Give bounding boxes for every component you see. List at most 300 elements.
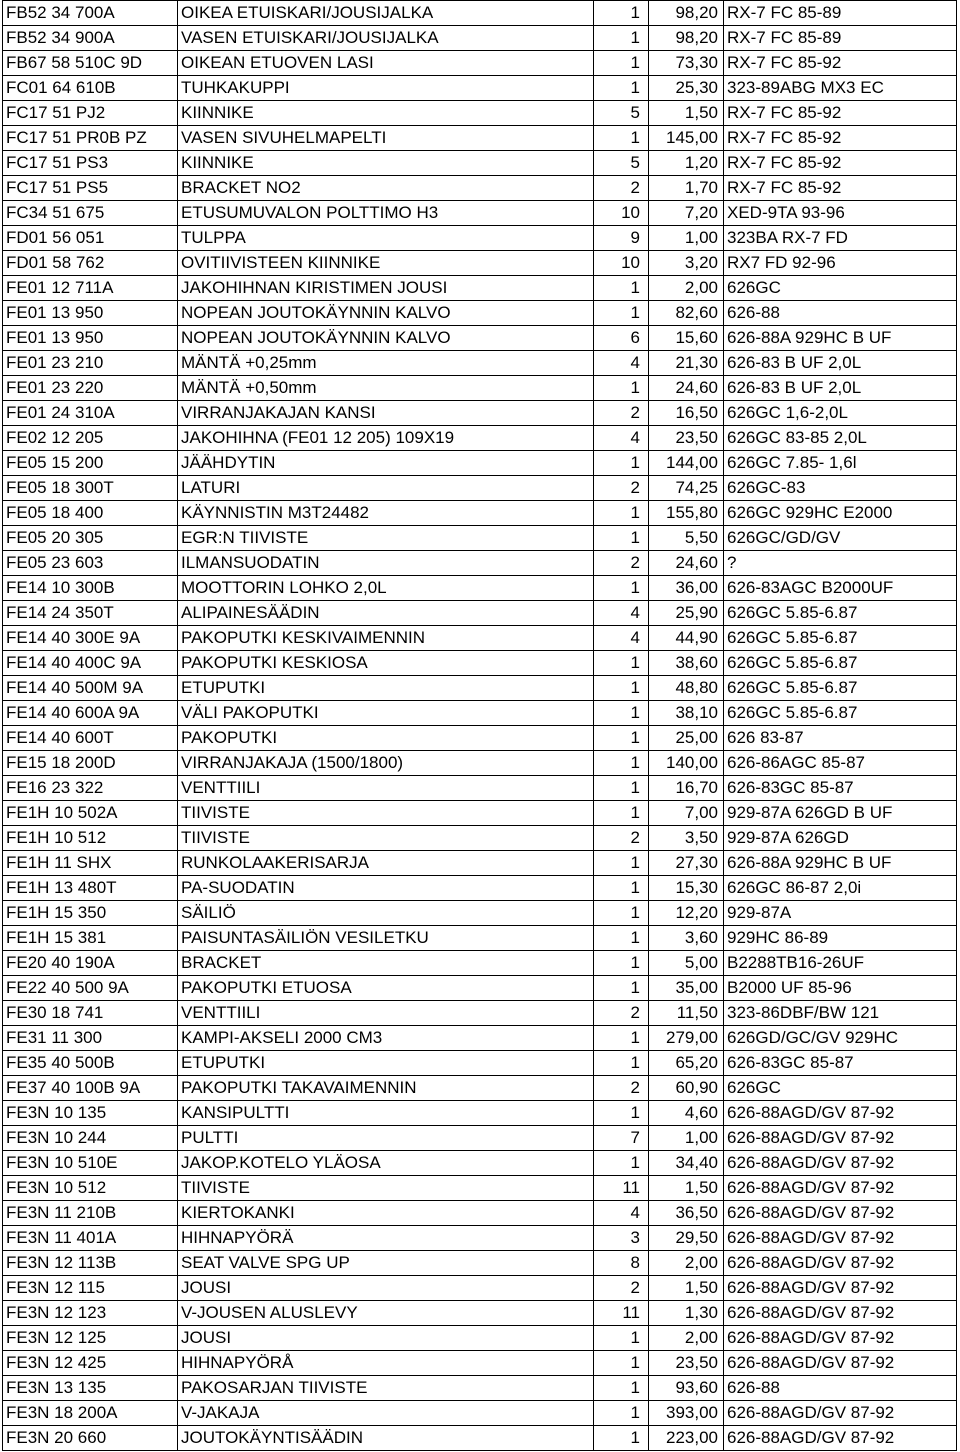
description-cell: OIKEA ETUISKARI/JOUSIJALKA <box>178 1 594 26</box>
part-number-cell: FE30 18 741 <box>3 1001 178 1026</box>
quantity-cell: 6 <box>594 326 649 351</box>
model-cell: RX-7 FC 85-89 <box>724 1 957 26</box>
table-row <box>3 926 957 951</box>
table-row <box>3 701 957 726</box>
model-cell: 626-88 <box>724 301 957 326</box>
part-number-cell: FE3N 12 113B <box>3 1251 178 1276</box>
table-row <box>3 526 957 551</box>
part-number-cell: FE15 18 200D <box>3 751 178 776</box>
part-number-cell: FE14 40 500M 9A <box>3 676 178 701</box>
model-cell: 626-88A 929HC B UF <box>724 851 957 876</box>
table-row <box>3 1276 957 1301</box>
table-row <box>3 101 957 126</box>
quantity-cell: 1 <box>594 276 649 301</box>
part-number-cell: FE3N 11 401A <box>3 1226 178 1251</box>
price-cell: 2,00 <box>649 1326 724 1351</box>
price-cell: 98,20 <box>649 26 724 51</box>
quantity-cell: 1 <box>594 1401 649 1426</box>
table-row <box>3 676 957 701</box>
quantity-cell: 1 <box>594 851 649 876</box>
table-row <box>3 1101 957 1126</box>
part-number-cell: FE3N 13 135 <box>3 1376 178 1401</box>
quantity-cell: 7 <box>594 1126 649 1151</box>
part-number-cell: FE3N 10 510E <box>3 1151 178 1176</box>
model-cell: 626-88AGD/GV 87-92 <box>724 1351 957 1376</box>
model-cell: 929-87A 626GD B UF <box>724 801 957 826</box>
model-cell: 626-88AGD/GV 87-92 <box>724 1276 957 1301</box>
part-number-cell: FE01 23 210 <box>3 351 178 376</box>
model-cell: 626GC <box>724 276 957 301</box>
model-cell: 626-83 B UF 2,0L <box>724 351 957 376</box>
description-cell: JAKOP.KOTELO YLÄOSA <box>178 1151 594 1176</box>
quantity-cell: 2 <box>594 176 649 201</box>
description-cell: HIHNAPYÖRÅ <box>178 1351 594 1376</box>
part-number-cell: FE3N 12 425 <box>3 1351 178 1376</box>
part-number-cell: FE1H 11 SHX <box>3 851 178 876</box>
description-cell: JOUSI <box>178 1326 594 1351</box>
quantity-cell: 1 <box>594 901 649 926</box>
table-row <box>3 601 957 626</box>
price-cell: 393,00 <box>649 1401 724 1426</box>
description-cell: TIIVISTE <box>178 826 594 851</box>
description-cell: TIIVISTE <box>178 1176 594 1201</box>
price-cell: 223,00 <box>649 1426 724 1451</box>
model-cell: 626GC 7.85- 1,6l <box>724 451 957 476</box>
description-cell: PAKOPUTKI KESKIVAIMENNIN <box>178 626 594 651</box>
description-cell: JOUSI <box>178 1276 594 1301</box>
description-cell: KÄYNNISTIN M3T24482 <box>178 501 594 526</box>
quantity-cell: 1 <box>594 751 649 776</box>
table-row <box>3 1 957 26</box>
quantity-cell: 1 <box>594 676 649 701</box>
price-cell: 65,20 <box>649 1051 724 1076</box>
part-number-cell: FE01 12 711A <box>3 276 178 301</box>
quantity-cell: 1 <box>594 1 649 26</box>
description-cell: ETUPUTKI <box>178 1051 594 1076</box>
model-cell: RX-7 FC 85-92 <box>724 151 957 176</box>
price-cell: 7,00 <box>649 801 724 826</box>
description-cell: TULPPA <box>178 226 594 251</box>
part-number-cell: FE1H 10 502A <box>3 801 178 826</box>
part-number-cell: FE14 40 600A 9A <box>3 701 178 726</box>
quantity-cell: 1 <box>594 1376 649 1401</box>
table-row <box>3 976 957 1001</box>
price-cell: 1,00 <box>649 226 724 251</box>
part-number-cell: FC17 51 PR0B PZ <box>3 126 178 151</box>
part-number-cell: FE3N 18 200A <box>3 1401 178 1426</box>
quantity-cell: 1 <box>594 26 649 51</box>
part-number-cell: FE3N 12 123 <box>3 1301 178 1326</box>
model-cell: 626GC 83-85 2,0L <box>724 426 957 451</box>
table-row <box>3 176 957 201</box>
table-row <box>3 126 957 151</box>
table-row <box>3 1176 957 1201</box>
part-number-cell: FE14 40 400C 9A <box>3 651 178 676</box>
part-number-cell: FE05 18 400 <box>3 501 178 526</box>
model-cell: 626GC 5.85-6.87 <box>724 626 957 651</box>
price-cell: 73,30 <box>649 51 724 76</box>
price-cell: 2,00 <box>649 1251 724 1276</box>
model-cell: 626-88AGD/GV 87-92 <box>724 1176 957 1201</box>
description-cell: VÄLI PAKOPUTKI <box>178 701 594 726</box>
price-cell: 35,00 <box>649 976 724 1001</box>
part-number-cell: FD01 56 051 <box>3 226 178 251</box>
model-cell: 626GC 5.85-6.87 <box>724 651 957 676</box>
table-row <box>3 576 957 601</box>
part-number-cell: FD01 58 762 <box>3 251 178 276</box>
price-cell: 144,00 <box>649 451 724 476</box>
part-number-cell: FE14 24 350T <box>3 601 178 626</box>
model-cell: B2000 UF 85-96 <box>724 976 957 1001</box>
quantity-cell: 1 <box>594 376 649 401</box>
model-cell: 323-89ABG MX3 EC <box>724 76 957 101</box>
price-cell: 3,20 <box>649 251 724 276</box>
model-cell: 626-83AGC B2000UF <box>724 576 957 601</box>
price-cell: 60,90 <box>649 1076 724 1101</box>
model-cell: 626GC 5.85-6.87 <box>724 601 957 626</box>
table-row <box>3 1051 957 1076</box>
model-cell: 626-88AGD/GV 87-92 <box>724 1201 957 1226</box>
part-number-cell: FE01 23 220 <box>3 376 178 401</box>
description-cell: VIRRANJAKAJA (1500/1800) <box>178 751 594 776</box>
description-cell: PAKOSARJAN TIIVISTE <box>178 1376 594 1401</box>
table-row <box>3 451 957 476</box>
description-cell: VENTTIILI <box>178 1001 594 1026</box>
description-cell: KIINNIKE <box>178 151 594 176</box>
table-row <box>3 276 957 301</box>
part-number-cell: FE37 40 100B 9A <box>3 1076 178 1101</box>
price-cell: 21,30 <box>649 351 724 376</box>
price-cell: 23,50 <box>649 426 724 451</box>
description-cell: KANSIPULTTI <box>178 1101 594 1126</box>
table-row <box>3 501 957 526</box>
table-row <box>3 1226 957 1251</box>
price-cell: 5,50 <box>649 526 724 551</box>
parts-table <box>2 0 957 1451</box>
part-number-cell: FE16 23 322 <box>3 776 178 801</box>
quantity-cell: 8 <box>594 1251 649 1276</box>
model-cell: 626-88AGD/GV 87-92 <box>724 1101 957 1126</box>
model-cell: RX7 FD 92-96 <box>724 251 957 276</box>
part-number-cell: FE05 20 305 <box>3 526 178 551</box>
price-cell: 3,50 <box>649 826 724 851</box>
description-cell: ETUPUTKI <box>178 676 594 701</box>
part-number-cell: FE3N 10 135 <box>3 1101 178 1126</box>
description-cell: OVITIIVISTEEN KIINNIKE <box>178 251 594 276</box>
quantity-cell: 2 <box>594 826 649 851</box>
description-cell: V-JOUSEN ALUSLEVY <box>178 1301 594 1326</box>
price-cell: 36,50 <box>649 1201 724 1226</box>
model-cell: 626GC 86-87 2,0i <box>724 876 957 901</box>
description-cell: PAKOPUTKI <box>178 726 594 751</box>
quantity-cell: 11 <box>594 1301 649 1326</box>
quantity-cell: 2 <box>594 1001 649 1026</box>
price-cell: 1,00 <box>649 1126 724 1151</box>
quantity-cell: 4 <box>594 426 649 451</box>
quantity-cell: 2 <box>594 476 649 501</box>
description-cell: OIKEAN ETUOVEN LASI <box>178 51 594 76</box>
quantity-cell: 4 <box>594 1201 649 1226</box>
description-cell: V-JAKAJA <box>178 1401 594 1426</box>
description-cell: SEAT VALVE SPG UP <box>178 1251 594 1276</box>
table-row <box>3 901 957 926</box>
part-number-cell: FE31 11 300 <box>3 1026 178 1051</box>
description-cell: TUHKAKUPPI <box>178 76 594 101</box>
quantity-cell: 1 <box>594 801 649 826</box>
model-cell: 626GC 929HC E2000 <box>724 501 957 526</box>
price-cell: 155,80 <box>649 501 724 526</box>
quantity-cell: 1 <box>594 126 649 151</box>
table-row <box>3 551 957 576</box>
model-cell: 929-87A <box>724 901 957 926</box>
model-cell: 626-86AGC 85-87 <box>724 751 957 776</box>
quantity-cell: 10 <box>594 251 649 276</box>
description-cell: VIRRANJAKAJAN KANSI <box>178 401 594 426</box>
model-cell: RX-7 FC 85-89 <box>724 26 957 51</box>
price-cell: 1,20 <box>649 151 724 176</box>
part-number-cell: FE05 23 603 <box>3 551 178 576</box>
model-cell: RX-7 FC 85-92 <box>724 51 957 76</box>
table-row <box>3 1026 957 1051</box>
price-cell: 25,30 <box>649 76 724 101</box>
model-cell: 626GC <box>724 1076 957 1101</box>
price-cell: 23,50 <box>649 1351 724 1376</box>
table-row <box>3 751 957 776</box>
quantity-cell: 2 <box>594 1276 649 1301</box>
part-number-cell: FB52 34 900A <box>3 26 178 51</box>
table-row <box>3 876 957 901</box>
price-cell: 93,60 <box>649 1376 724 1401</box>
price-cell: 15,30 <box>649 876 724 901</box>
model-cell: 626-88AGD/GV 87-92 <box>724 1301 957 1326</box>
quantity-cell: 1 <box>594 926 649 951</box>
table-row <box>3 151 957 176</box>
price-cell: 27,30 <box>649 851 724 876</box>
model-cell: 626GC 1,6-2,0L <box>724 401 957 426</box>
quantity-cell: 4 <box>594 626 649 651</box>
description-cell: KIINNIKE <box>178 101 594 126</box>
part-number-cell: FE14 10 300B <box>3 576 178 601</box>
part-number-cell: FE20 40 190A <box>3 951 178 976</box>
price-cell: 25,00 <box>649 726 724 751</box>
model-cell: 626GD/GC/GV 929HC <box>724 1026 957 1051</box>
table-row <box>3 401 957 426</box>
part-number-cell: FE01 13 950 <box>3 326 178 351</box>
price-cell: 16,70 <box>649 776 724 801</box>
quantity-cell: 11 <box>594 1176 649 1201</box>
description-cell: ALIPAINESÄÄDIN <box>178 601 594 626</box>
part-number-cell: FE1H 10 512 <box>3 826 178 851</box>
quantity-cell: 1 <box>594 1051 649 1076</box>
model-cell: 626-88AGD/GV 87-92 <box>724 1151 957 1176</box>
model-cell: 626-88AGD/GV 87-92 <box>724 1226 957 1251</box>
description-cell: PAKOPUTKI KESKIOSA <box>178 651 594 676</box>
table-row <box>3 201 957 226</box>
quantity-cell: 1 <box>594 501 649 526</box>
price-cell: 16,50 <box>649 401 724 426</box>
quantity-cell: 1 <box>594 1426 649 1451</box>
part-number-cell: FE3N 12 125 <box>3 1326 178 1351</box>
quantity-cell: 1 <box>594 1326 649 1351</box>
quantity-cell: 1 <box>594 976 649 1001</box>
quantity-cell: 1 <box>594 576 649 601</box>
price-cell: 36,00 <box>649 576 724 601</box>
table-row <box>3 1251 957 1276</box>
part-number-cell: FE3N 10 244 <box>3 1126 178 1151</box>
table-row <box>3 1376 957 1401</box>
table-row <box>3 426 957 451</box>
description-cell: ETUSUMUVALON POLTTIMO H3 <box>178 201 594 226</box>
table-row <box>3 226 957 251</box>
part-number-cell: FE3N 12 115 <box>3 1276 178 1301</box>
price-cell: 11,50 <box>649 1001 724 1026</box>
model-cell: 626GC/GD/GV <box>724 526 957 551</box>
part-number-cell: FE01 24 310A <box>3 401 178 426</box>
table-row <box>3 651 957 676</box>
quantity-cell: 2 <box>594 551 649 576</box>
model-cell: 626-88AGD/GV 87-92 <box>724 1426 957 1451</box>
model-cell: 626-88AGD/GV 87-92 <box>724 1126 957 1151</box>
part-number-cell: FC01 64 610B <box>3 76 178 101</box>
table-row <box>3 1151 957 1176</box>
description-cell: PAKOPUTKI ETUOSA <box>178 976 594 1001</box>
quantity-cell: 2 <box>594 1076 649 1101</box>
price-cell: 74,25 <box>649 476 724 501</box>
part-number-cell: FE3N 10 512 <box>3 1176 178 1201</box>
part-number-cell: FE05 15 200 <box>3 451 178 476</box>
quantity-cell: 1 <box>594 526 649 551</box>
table-row <box>3 1326 957 1351</box>
part-number-cell: FE05 18 300T <box>3 476 178 501</box>
price-cell: 24,60 <box>649 376 724 401</box>
price-cell: 25,90 <box>649 601 724 626</box>
model-cell: RX-7 FC 85-92 <box>724 176 957 201</box>
description-cell: KAMPI-AKSELI 2000 CM3 <box>178 1026 594 1051</box>
quantity-cell: 2 <box>594 401 649 426</box>
description-cell: PULTTI <box>178 1126 594 1151</box>
price-cell: 3,60 <box>649 926 724 951</box>
table-row <box>3 476 957 501</box>
quantity-cell: 4 <box>594 601 649 626</box>
model-cell: 626-83GC 85-87 <box>724 1051 957 1076</box>
part-number-cell: FC17 51 PS3 <box>3 151 178 176</box>
price-cell: 34,40 <box>649 1151 724 1176</box>
description-cell: PA-SUODATIN <box>178 876 594 901</box>
model-cell: RX-7 FC 85-92 <box>724 101 957 126</box>
quantity-cell: 1 <box>594 951 649 976</box>
description-cell: JOUTOKÄYNTISÄÄDIN <box>178 1426 594 1451</box>
model-cell: 626-88 <box>724 1376 957 1401</box>
table-row <box>3 1001 957 1026</box>
price-cell: 5,00 <box>649 951 724 976</box>
quantity-cell: 1 <box>594 1026 649 1051</box>
description-cell: PAKOPUTKI TAKAVAIMENNIN <box>178 1076 594 1101</box>
description-cell: NOPEAN JOUTOKÄYNNIN KALVO <box>178 301 594 326</box>
table-row <box>3 951 957 976</box>
description-cell: LATURI <box>178 476 594 501</box>
model-cell: RX-7 FC 85-92 <box>724 126 957 151</box>
description-cell: TIIVISTE <box>178 801 594 826</box>
price-cell: 12,20 <box>649 901 724 926</box>
table-row <box>3 351 957 376</box>
quantity-cell: 5 <box>594 151 649 176</box>
quantity-cell: 1 <box>594 726 649 751</box>
part-number-cell: FC17 51 PJ2 <box>3 101 178 126</box>
description-cell: BRACKET <box>178 951 594 976</box>
model-cell: 626GC 5.85-6.87 <box>724 701 957 726</box>
description-cell: RUNKOLAAKERISARJA <box>178 851 594 876</box>
part-number-cell: FE1H 13 480T <box>3 876 178 901</box>
price-cell: 7,20 <box>649 201 724 226</box>
table-row <box>3 1426 957 1451</box>
table-row <box>3 801 957 826</box>
table-row <box>3 326 957 351</box>
quantity-cell: 10 <box>594 201 649 226</box>
table-row <box>3 1076 957 1101</box>
part-number-cell: FE1H 15 381 <box>3 926 178 951</box>
price-cell: 44,90 <box>649 626 724 651</box>
description-cell: JÄÄHDYTIN <box>178 451 594 476</box>
price-cell: 98,20 <box>649 1 724 26</box>
description-cell: VASEN ETUISKARI/JOUSIJALKA <box>178 26 594 51</box>
part-number-cell: FC17 51 PS5 <box>3 176 178 201</box>
model-cell: 626-88A 929HC B UF <box>724 326 957 351</box>
description-cell: ILMANSUODATIN <box>178 551 594 576</box>
price-cell: 1,50 <box>649 1176 724 1201</box>
description-cell: MÄNTÄ +0,50mm <box>178 376 594 401</box>
price-cell: 4,60 <box>649 1101 724 1126</box>
model-cell: 626-88AGD/GV 87-92 <box>724 1251 957 1276</box>
description-cell: BRACKET NO2 <box>178 176 594 201</box>
price-cell: 38,10 <box>649 701 724 726</box>
description-cell: JAKOHIHNA (FE01 12 205) 109X19 <box>178 426 594 451</box>
quantity-cell: 1 <box>594 1101 649 1126</box>
part-number-cell: FE22 40 500 9A <box>3 976 178 1001</box>
description-cell: PAISUNTASÄILIÖN VESILETKU <box>178 926 594 951</box>
part-number-cell: FE3N 20 660 <box>3 1426 178 1451</box>
description-cell: KIERTOKANKI <box>178 1201 594 1226</box>
table-row <box>3 376 957 401</box>
price-cell: 38,60 <box>649 651 724 676</box>
quantity-cell: 5 <box>594 101 649 126</box>
price-cell: 1,30 <box>649 1301 724 1326</box>
price-cell: 1,50 <box>649 1276 724 1301</box>
model-cell: 323-86DBF/BW 121 <box>724 1001 957 1026</box>
quantity-cell: 1 <box>594 701 649 726</box>
table-row <box>3 251 957 276</box>
model-cell: ? <box>724 551 957 576</box>
part-number-cell: FE1H 15 350 <box>3 901 178 926</box>
part-number-cell: FE14 40 600T <box>3 726 178 751</box>
part-number-cell: FB67 58 510C 9D <box>3 51 178 76</box>
price-cell: 1,70 <box>649 176 724 201</box>
part-number-cell: FE02 12 205 <box>3 426 178 451</box>
part-number-cell: FE3N 11 210B <box>3 1201 178 1226</box>
table-row <box>3 851 957 876</box>
table-row <box>3 76 957 101</box>
model-cell: 626-83GC 85-87 <box>724 776 957 801</box>
table-row <box>3 1401 957 1426</box>
table-row <box>3 1201 957 1226</box>
quantity-cell: 1 <box>594 76 649 101</box>
quantity-cell: 9 <box>594 226 649 251</box>
quantity-cell: 1 <box>594 451 649 476</box>
description-cell: EGR:N TIIVISTE <box>178 526 594 551</box>
table-row <box>3 726 957 751</box>
quantity-cell: 1 <box>594 1151 649 1176</box>
model-cell: 929HC 86-89 <box>724 926 957 951</box>
price-cell: 2,00 <box>649 276 724 301</box>
